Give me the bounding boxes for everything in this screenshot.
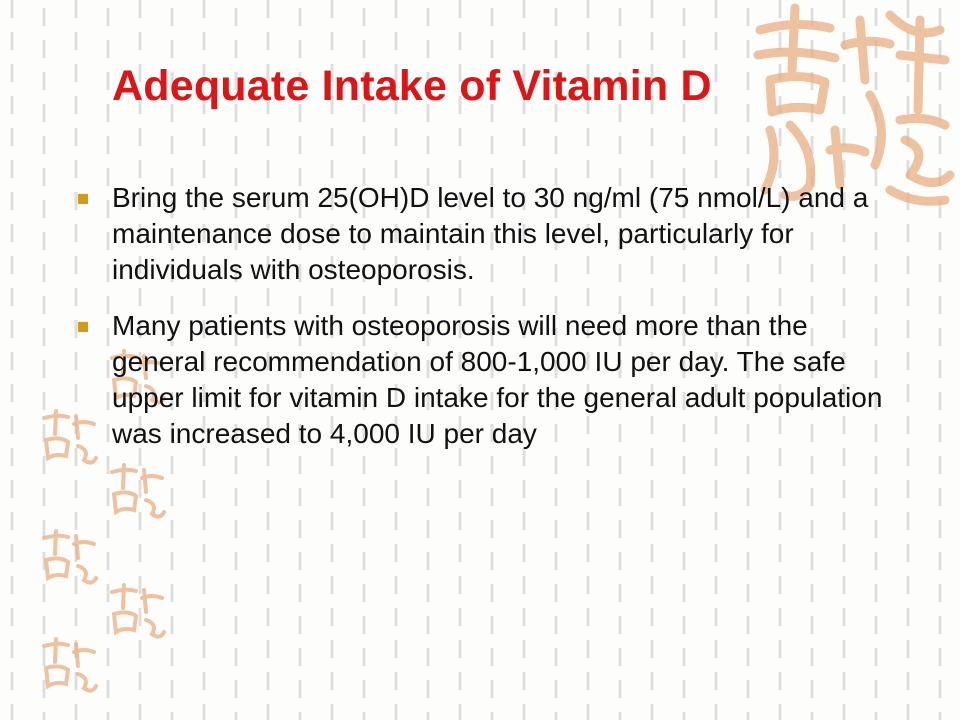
bullet-text: Many patients with osteoporosis will need more than the general recommendation of 800-1,000 IU per day. The safe upper limit for vitamin D intake for the general adult population was increased to 4,000 IU per day: [112, 310, 883, 449]
bullet-text: Bring the serum 25(OH)D level to 30 ng/ml (75 nmol/L) and a maintenance dose to maintain this level, particularly for individuals with osteoporosis.: [112, 182, 869, 285]
calligraphy-seal-icon: [38, 636, 100, 698]
square-bullet-icon: [78, 322, 88, 332]
calligraphy-seal-icon: [38, 528, 100, 590]
bullet-item: [74, 180, 904, 288]
calligraphy-seal-icon: [106, 582, 168, 644]
bullet-item: [74, 308, 904, 452]
bullet-list: [74, 180, 904, 472]
square-bullet-icon: [78, 194, 88, 204]
slide-title: Adequate Intake of Vitamin D: [112, 62, 712, 110]
